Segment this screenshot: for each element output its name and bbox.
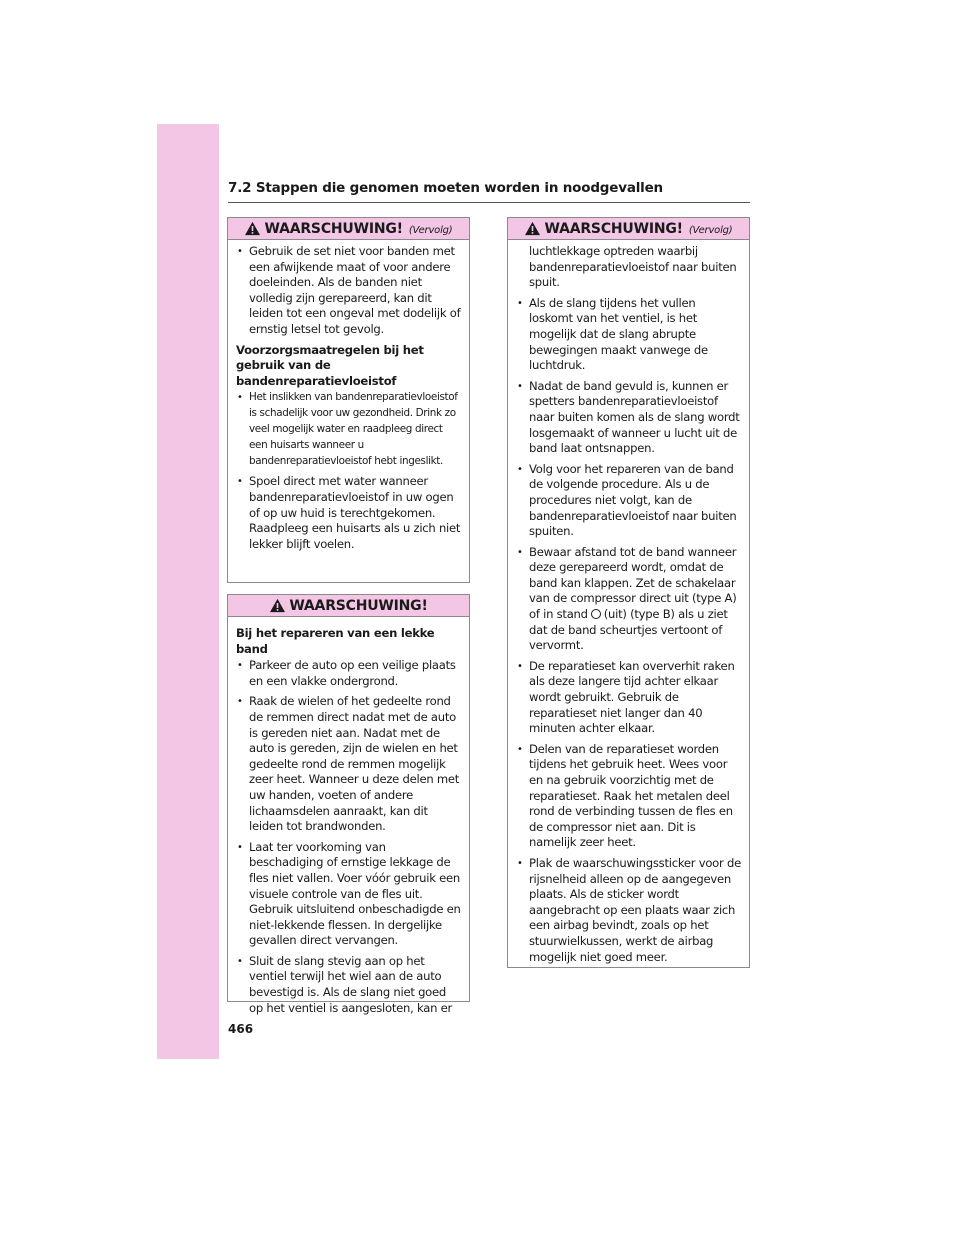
list-item: • De reparatieset kan oververhit raken als deze langere tijd achter elkaar wordt gebruikt. Gebruik de reparatieset niet langer dan 40 minuten achter elkaar. bbox=[516, 659, 741, 737]
list-item: • Volg voor het repareren van de band de volgende procedure. Als u de procedures niet volgt, kan de bandenreparatievloeistof naar buiten spuiten. bbox=[516, 462, 741, 540]
item-text: Bewaar afstand tot de band wanneer deze gerepareerd wordt, omdat de band kan klappen. Zet de schakelaar van de compressor direct uit (type A) of in stand bbox=[529, 544, 737, 622]
warning-body bbox=[508, 240, 749, 978]
list-item: • Gebruik de set niet voor banden met een afwijkende maat of voor andere doeleinden. Als de banden niet volledig zijn gerepareerd, kan dit leiden tot een ongeval met dodelijk of ernstig letsel tot gevolg. bbox=[236, 244, 461, 338]
continued-label: (Vervolg) bbox=[408, 224, 453, 236]
list-item: • Als de slang tijdens het vullen loskomt van het ventiel, is het mogelijk dat de slang abrupte bewegingen maakt vanwege de luchtdruk. bbox=[516, 296, 741, 374]
list-item: • Spoel direct met water wanneer bandenreparatievloeistof in uw ogen of op uw huid is terechtgekomen. Raadpleeg een huisarts als u zich niet lekker blijft voelen. bbox=[236, 474, 461, 552]
warning-triangle-icon bbox=[524, 221, 541, 236]
list-item: • Nadat de band gevuld is, kunnen er spetters bandenreparatievloeistof naar buiten komen als de slang wordt losgemaakt of wanneer u lucht uit de band laat ontsnappen. bbox=[516, 379, 741, 457]
list-item: • Laat ter voorkoming van beschadiging of ernstige lekkage de fles niet vallen. Voer vóór gebruik een visuele controle van de fles uit. Gebruik uitsluitend onbeschadigde en niet-lekkende flessen. In dergelijke gevallen direct vervangen. bbox=[236, 840, 461, 949]
list-item: • Raak de wielen of het gedeelte rond de remmen direct nadat met de auto is gereden niet aan. Nadat met de auto is gereden, zijn de wielen en het gedeelte rond de remmen mogelijk zeer heet. Wanneer u deze delen met uw handen, voeten of andere lichaamsdelen aanraakt, kan dit leiden tot brandwonden. bbox=[236, 694, 461, 834]
warning-header bbox=[508, 218, 749, 240]
list-item: • Delen van de reparatieset worden tijdens het gebruik heet. Wees voor en na gebruik voorzichtig met de reparatieset. Raak het metalen deel rond de verbinding tussen de fles en de compressor niet aan. Dit is namelijk zeer heet. bbox=[516, 742, 741, 851]
subheading: Voorzorgsmaatregelen bij het gebruik van de bandenreparatievloeistof bbox=[236, 342, 424, 388]
warning-box-3 bbox=[507, 217, 750, 968]
list-item: luchtlekkage optreden waarbij bandenreparatievloeistof naar buiten spuit. bbox=[529, 244, 737, 290]
warning-title: WAARSCHUWING! bbox=[544, 220, 683, 237]
circle-stand-icon bbox=[591, 609, 601, 619]
list-item: • Plak de waarschuwingssticker voor de rijsnelheid alleen op de aangegeven plaats. Als de sticker wordt aangebracht op een plaats waar zich een airbag bevindt, zoals op het stuurwielkussen, werkt de airbag mogelijk niet goed meer. bbox=[516, 856, 741, 965]
side-tab bbox=[157, 124, 219, 1059]
warning-triangle-icon bbox=[269, 598, 286, 613]
warning-box-2 bbox=[227, 594, 470, 1015]
list-item: • Sluit de slang stevig aan op het ventiel terwijl het wiel aan de auto bevestigd is. Als de slang niet goed op het ventiel is aangesloten, kan er bbox=[236, 954, 461, 1016]
list-item: • Het inslikken van bandenreparatievloeistof is schadelijk voor uw gezondheid. Drink zo veel mogelijk water en raadpleeg direct een huisarts wanneer u bandenreparatievloeistof hebt ingeslikt. bbox=[236, 390, 461, 469]
warning-box-1 bbox=[227, 217, 470, 583]
warning-triangle-icon bbox=[244, 221, 261, 236]
warning-header bbox=[228, 218, 469, 240]
warning-body bbox=[228, 240, 469, 565]
warning-title: WAARSCHUWING! bbox=[289, 597, 428, 614]
section-title: 7.2 Stappen die genomen moeten worden in noodgevallen bbox=[228, 180, 750, 203]
item-text: (uit) (type B) als u ziet dat de band scheurtjes vertoont of vervormt. bbox=[529, 607, 728, 653]
subheading: Bij het repareren van een lekke band bbox=[236, 626, 435, 656]
list-item: • Parkeer de auto op een veilige plaats en een vlakke ondergrond. bbox=[236, 658, 461, 689]
page-number: 466 bbox=[228, 1022, 254, 1036]
warning-header bbox=[228, 595, 469, 617]
warning-title: WAARSCHUWING! bbox=[264, 220, 403, 237]
continued-label: (Vervolg) bbox=[688, 224, 733, 236]
list-item bbox=[516, 545, 741, 654]
warning-body bbox=[228, 617, 469, 1029]
